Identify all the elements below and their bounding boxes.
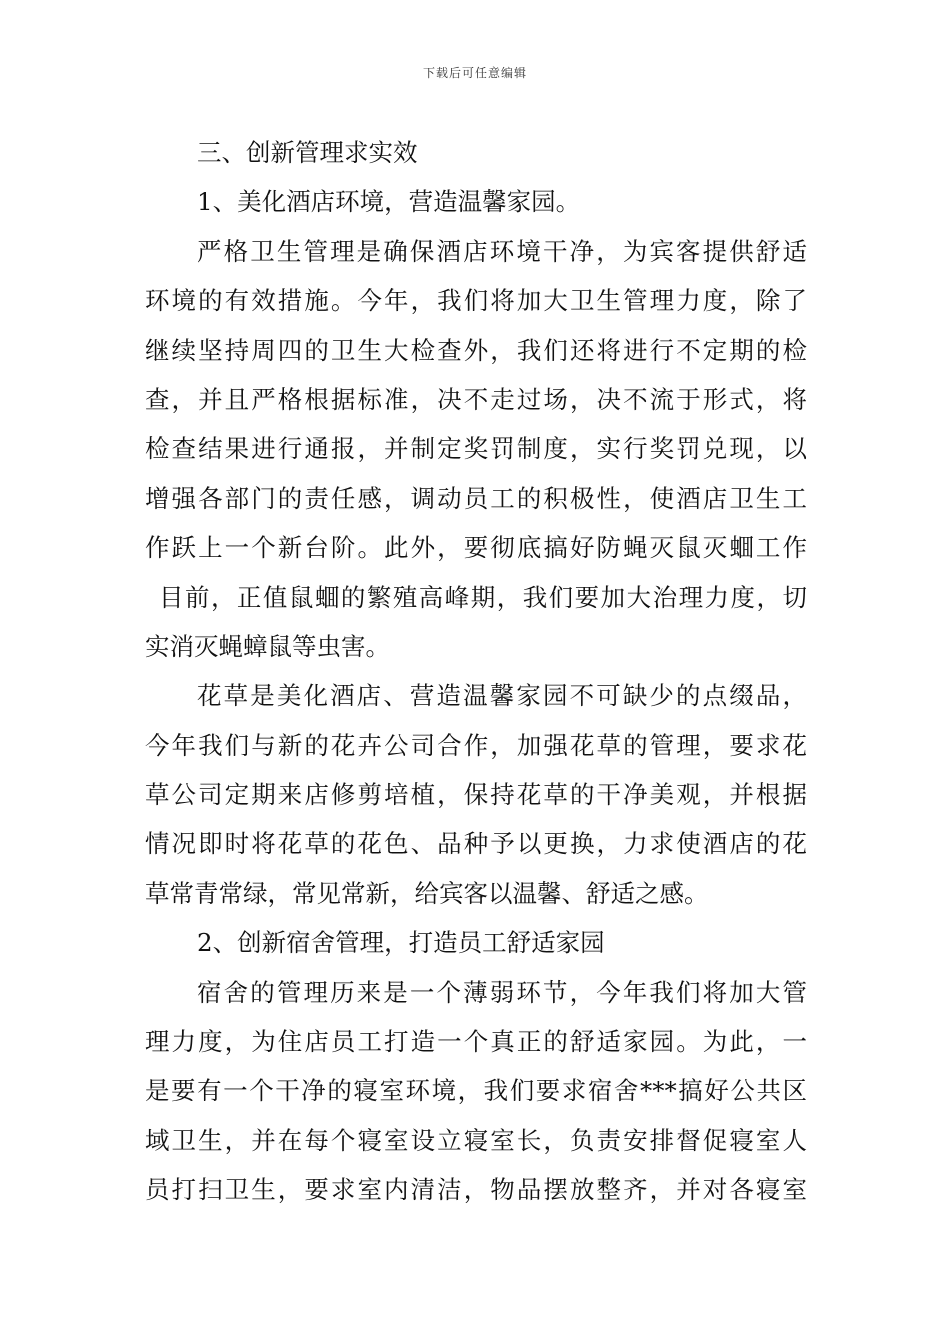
- paragraph-line: 目前，正值鼠蜖的繁殖高峰期，我们要加大治理力度，切: [159, 582, 807, 612]
- paragraph-line: 继续坚持周四的卫生大检查外，我们还将进行不定期的检: [145, 335, 807, 365]
- paragraph-line: 域卫生，并在每个寝室设立寝室长，负责安排督促寝室人: [145, 1125, 807, 1155]
- paragraph-line: 今年我们与新的花卉公司合作，加强花草的管理，要求花: [145, 730, 807, 760]
- paragraph-line: 草常青常绿，常见常新，给宾客以温馨、舒适之感。: [145, 878, 709, 908]
- paragraph-line: 作跃上一个新台阶。此外，要彻底搞好防蝇灭鼠灭蜖工作: [145, 533, 807, 563]
- paragraph-line: 草公司定期来店修剪培植，保持花草的干净美观，并根据: [145, 780, 807, 810]
- paragraph-line: 检查结果进行通报，并制定奖罚制度，实行奖罚兑现，以: [145, 434, 807, 464]
- paragraph-line: 实消灭蝇蟑鼠等虫害。: [145, 631, 390, 661]
- subsection-heading: 2、创新宿舍管理，打造员工舒适家园: [197, 928, 605, 958]
- paragraph-line: 情况即时将花草的花色、品种予以更换，力求使酒店的花: [145, 829, 807, 859]
- paragraph-line: 环境的有效措施。今年，我们将加大卫生管理力度，除了: [145, 286, 807, 316]
- paragraph-line: 增强各部门的责任感，调动员工的积极性，使酒店卫生工: [145, 483, 807, 513]
- paragraph-line: 严格卫生管理是确保酒店环境干净，为宾客提供舒适: [197, 236, 807, 266]
- section-heading: 三、创新管理求实效: [197, 138, 418, 167]
- paragraph-line: 查，并且严格根据标准，决不走过场，决不流于形式，将: [145, 384, 807, 414]
- subsection-heading: 1、美化酒店环境，营造温馨家园。: [197, 187, 581, 217]
- paragraph-line: 是要有一个干净的寝室环境，我们要求宿舍***搞好公共区: [145, 1076, 807, 1106]
- paragraph-line: 理力度，为住店员工打造一个真正的舒适家园。为此，一: [145, 1027, 807, 1057]
- page-header: 下载后可任意编辑: [422, 66, 527, 80]
- paragraph-line: 花草是美化酒店、营造温馨家园不可缺少的点缀品，: [197, 681, 807, 711]
- paragraph-line: 员打扫卫生，要求室内清洁，物品摆放整齐，并对各寝室: [145, 1175, 807, 1205]
- document-body: [145, 128, 807, 1215]
- paragraph-line: 宿舍的管理历来是一个薄弱环节，今年我们将加大管: [197, 977, 807, 1007]
